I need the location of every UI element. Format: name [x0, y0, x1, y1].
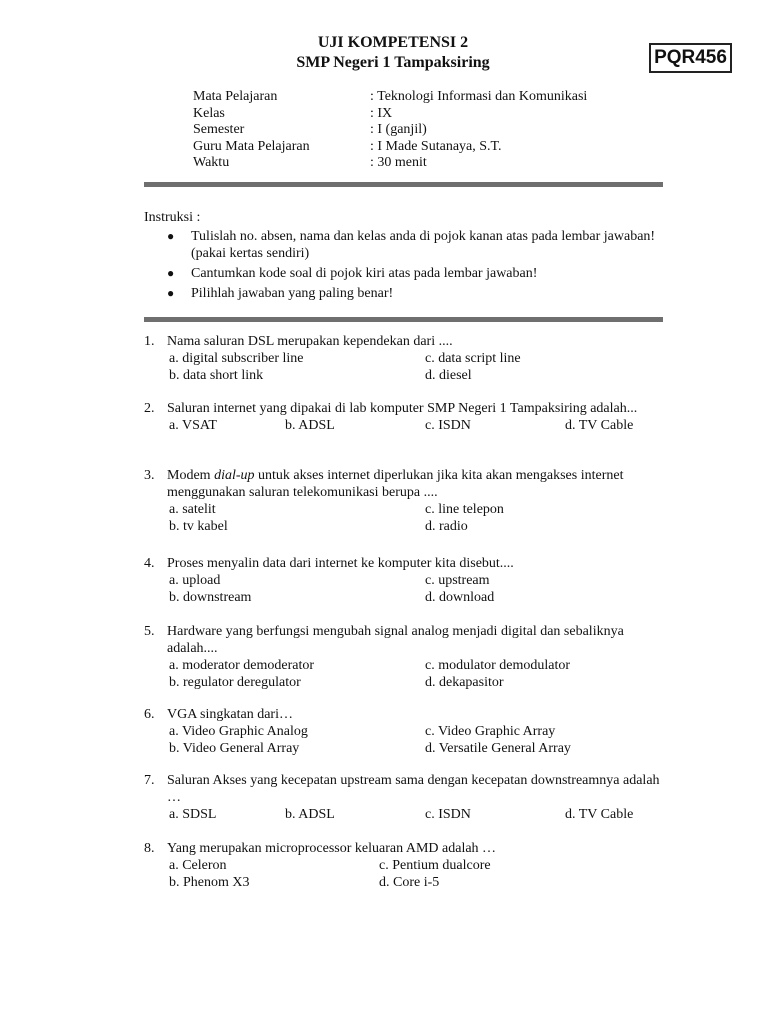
instructions-list	[164, 228, 664, 305]
divider-rule	[144, 317, 663, 322]
question-1	[144, 334, 664, 385]
bullet-icon: ●	[167, 266, 175, 280]
answer-options	[169, 351, 664, 385]
answer-options	[169, 573, 664, 607]
answer-options	[169, 807, 664, 824]
instructions-label: Instruksi :	[144, 210, 201, 225]
question-6	[144, 707, 664, 758]
question-text: Saluran internet yang dipakai di lab komputer SMP Negeri 1 Tampaksiring adalah...	[167, 401, 638, 416]
question-number: 5.	[144, 624, 155, 639]
option-b: b. data short link	[169, 367, 264, 383]
instruction-text: Pilihlah jawaban yang paling benar!	[191, 286, 394, 301]
option-c: c. data script line	[425, 350, 521, 366]
option-b: b. Video General Array	[169, 740, 300, 756]
info-key: Guru Mata Pelajaran	[193, 138, 310, 154]
option-c: c. upstream	[425, 572, 490, 588]
info-value: : I Made Sutanaya, S.T.	[370, 138, 502, 154]
info-value: : IX	[370, 105, 393, 121]
option-d: d. diesel	[425, 367, 472, 383]
option-c: c. Pentium dualcore	[379, 857, 491, 873]
exam-title: UJI KOMPETENSI 2	[317, 34, 469, 51]
question-text: Hardware yang berfungsi mengubah signal analog menjadi digital dan sebaliknya adalah....	[167, 624, 624, 656]
option-a: a. VSAT	[169, 417, 217, 433]
option-a: a. satelit	[169, 501, 216, 517]
question-text: Nama saluran DSL merupakan kependekan dari ....	[167, 334, 453, 349]
option-a: a. digital subscriber line	[169, 350, 304, 366]
option-b: b. Phenom X3	[169, 874, 250, 890]
school-name: SMP Negeri 1 Tampaksiring	[296, 54, 490, 71]
question-text: Saluran Akses yang kecepatan upstream sama dengan kecepatan downstreamnya adalah …	[167, 773, 660, 805]
info-value: : 30 menit	[370, 155, 427, 171]
option-d: d. download	[425, 589, 495, 605]
question-4	[144, 556, 664, 607]
question-text	[167, 468, 664, 502]
option-c: c. line telepon	[425, 501, 504, 517]
info-key: Kelas	[193, 105, 225, 121]
option-b: b. ADSL	[285, 806, 335, 822]
question-text: Yang merupakan microprocessor keluaran AMD adalah …	[167, 841, 497, 856]
exam-code-box: PQR456	[649, 43, 732, 73]
question-3	[144, 468, 664, 536]
instruction-item	[164, 265, 664, 282]
option-b: b. ADSL	[285, 417, 335, 433]
option-c: c. modulator demodulator	[425, 657, 571, 673]
option-a: a. moderator demoderator	[169, 657, 314, 673]
option-a: a. Celeron	[169, 857, 227, 873]
question-text-part: untuk akses internet diperlukan jika kita akan mengakses internet menggunakan saluran telekomunikasi berupa ....	[167, 468, 624, 500]
bullet-icon: ●	[167, 229, 175, 243]
divider-rule	[144, 182, 663, 187]
question-number: 3.	[144, 468, 155, 483]
option-d: d. Versatile General Array	[425, 740, 571, 756]
answer-options	[169, 418, 664, 435]
option-c: c. ISDN	[425, 417, 471, 433]
bullet-icon: ●	[167, 286, 175, 300]
question-number: 4.	[144, 556, 155, 571]
info-value: : Teknologi Informasi dan Komunikasi	[370, 89, 588, 104]
instruction-item	[164, 285, 664, 302]
question-text-part: Modem	[167, 468, 215, 483]
answer-options	[169, 858, 664, 892]
option-b: b. regulator deregulator	[169, 674, 301, 690]
option-d: d. dekapasitor	[425, 674, 504, 690]
option-b: b. tv kabel	[169, 518, 228, 534]
question-number: 7.	[144, 773, 155, 788]
answer-options	[169, 724, 664, 758]
option-a: a. Video Graphic Analog	[169, 723, 308, 739]
question-number: 8.	[144, 841, 155, 856]
question-8	[144, 841, 664, 892]
option-c: c. ISDN	[425, 806, 471, 822]
option-d: d. TV Cable	[565, 417, 634, 433]
info-key: Waktu	[193, 155, 230, 171]
info-key: Mata Pelajaran	[193, 89, 278, 104]
option-d: d. radio	[425, 518, 468, 534]
question-number: 2.	[144, 401, 155, 416]
option-a: a. upload	[169, 572, 221, 588]
answer-options	[169, 658, 664, 692]
question-number: 6.	[144, 707, 155, 722]
info-value: : I (ganjil)	[370, 122, 427, 138]
instruction-text: Tulislah no. absen, nama dan kelas anda di pojok kanan atas pada lembar jawaban! (pakai kertas sendiri)	[191, 229, 656, 261]
info-key: Semester	[193, 122, 245, 138]
question-text-emphasis: dial-up	[214, 468, 255, 483]
option-c: c. Video Graphic Array	[425, 723, 556, 739]
question-7	[144, 773, 664, 824]
question-2	[144, 401, 664, 435]
instruction-text: Cantumkan kode soal di pojok kiri atas pada lembar jawaban!	[191, 266, 538, 281]
instruction-item	[164, 228, 664, 262]
question-number: 1.	[144, 334, 155, 349]
option-d: d. Core i-5	[379, 874, 440, 890]
question-5	[144, 624, 664, 692]
question-text: Proses menyalin data dari internet ke komputer kita disebut....	[167, 556, 514, 571]
answer-options	[169, 502, 664, 536]
option-a: a. SDSL	[169, 806, 217, 822]
option-d: d. TV Cable	[565, 806, 634, 822]
option-b: b. downstream	[169, 589, 252, 605]
question-text: VGA singkatan dari…	[167, 707, 293, 722]
